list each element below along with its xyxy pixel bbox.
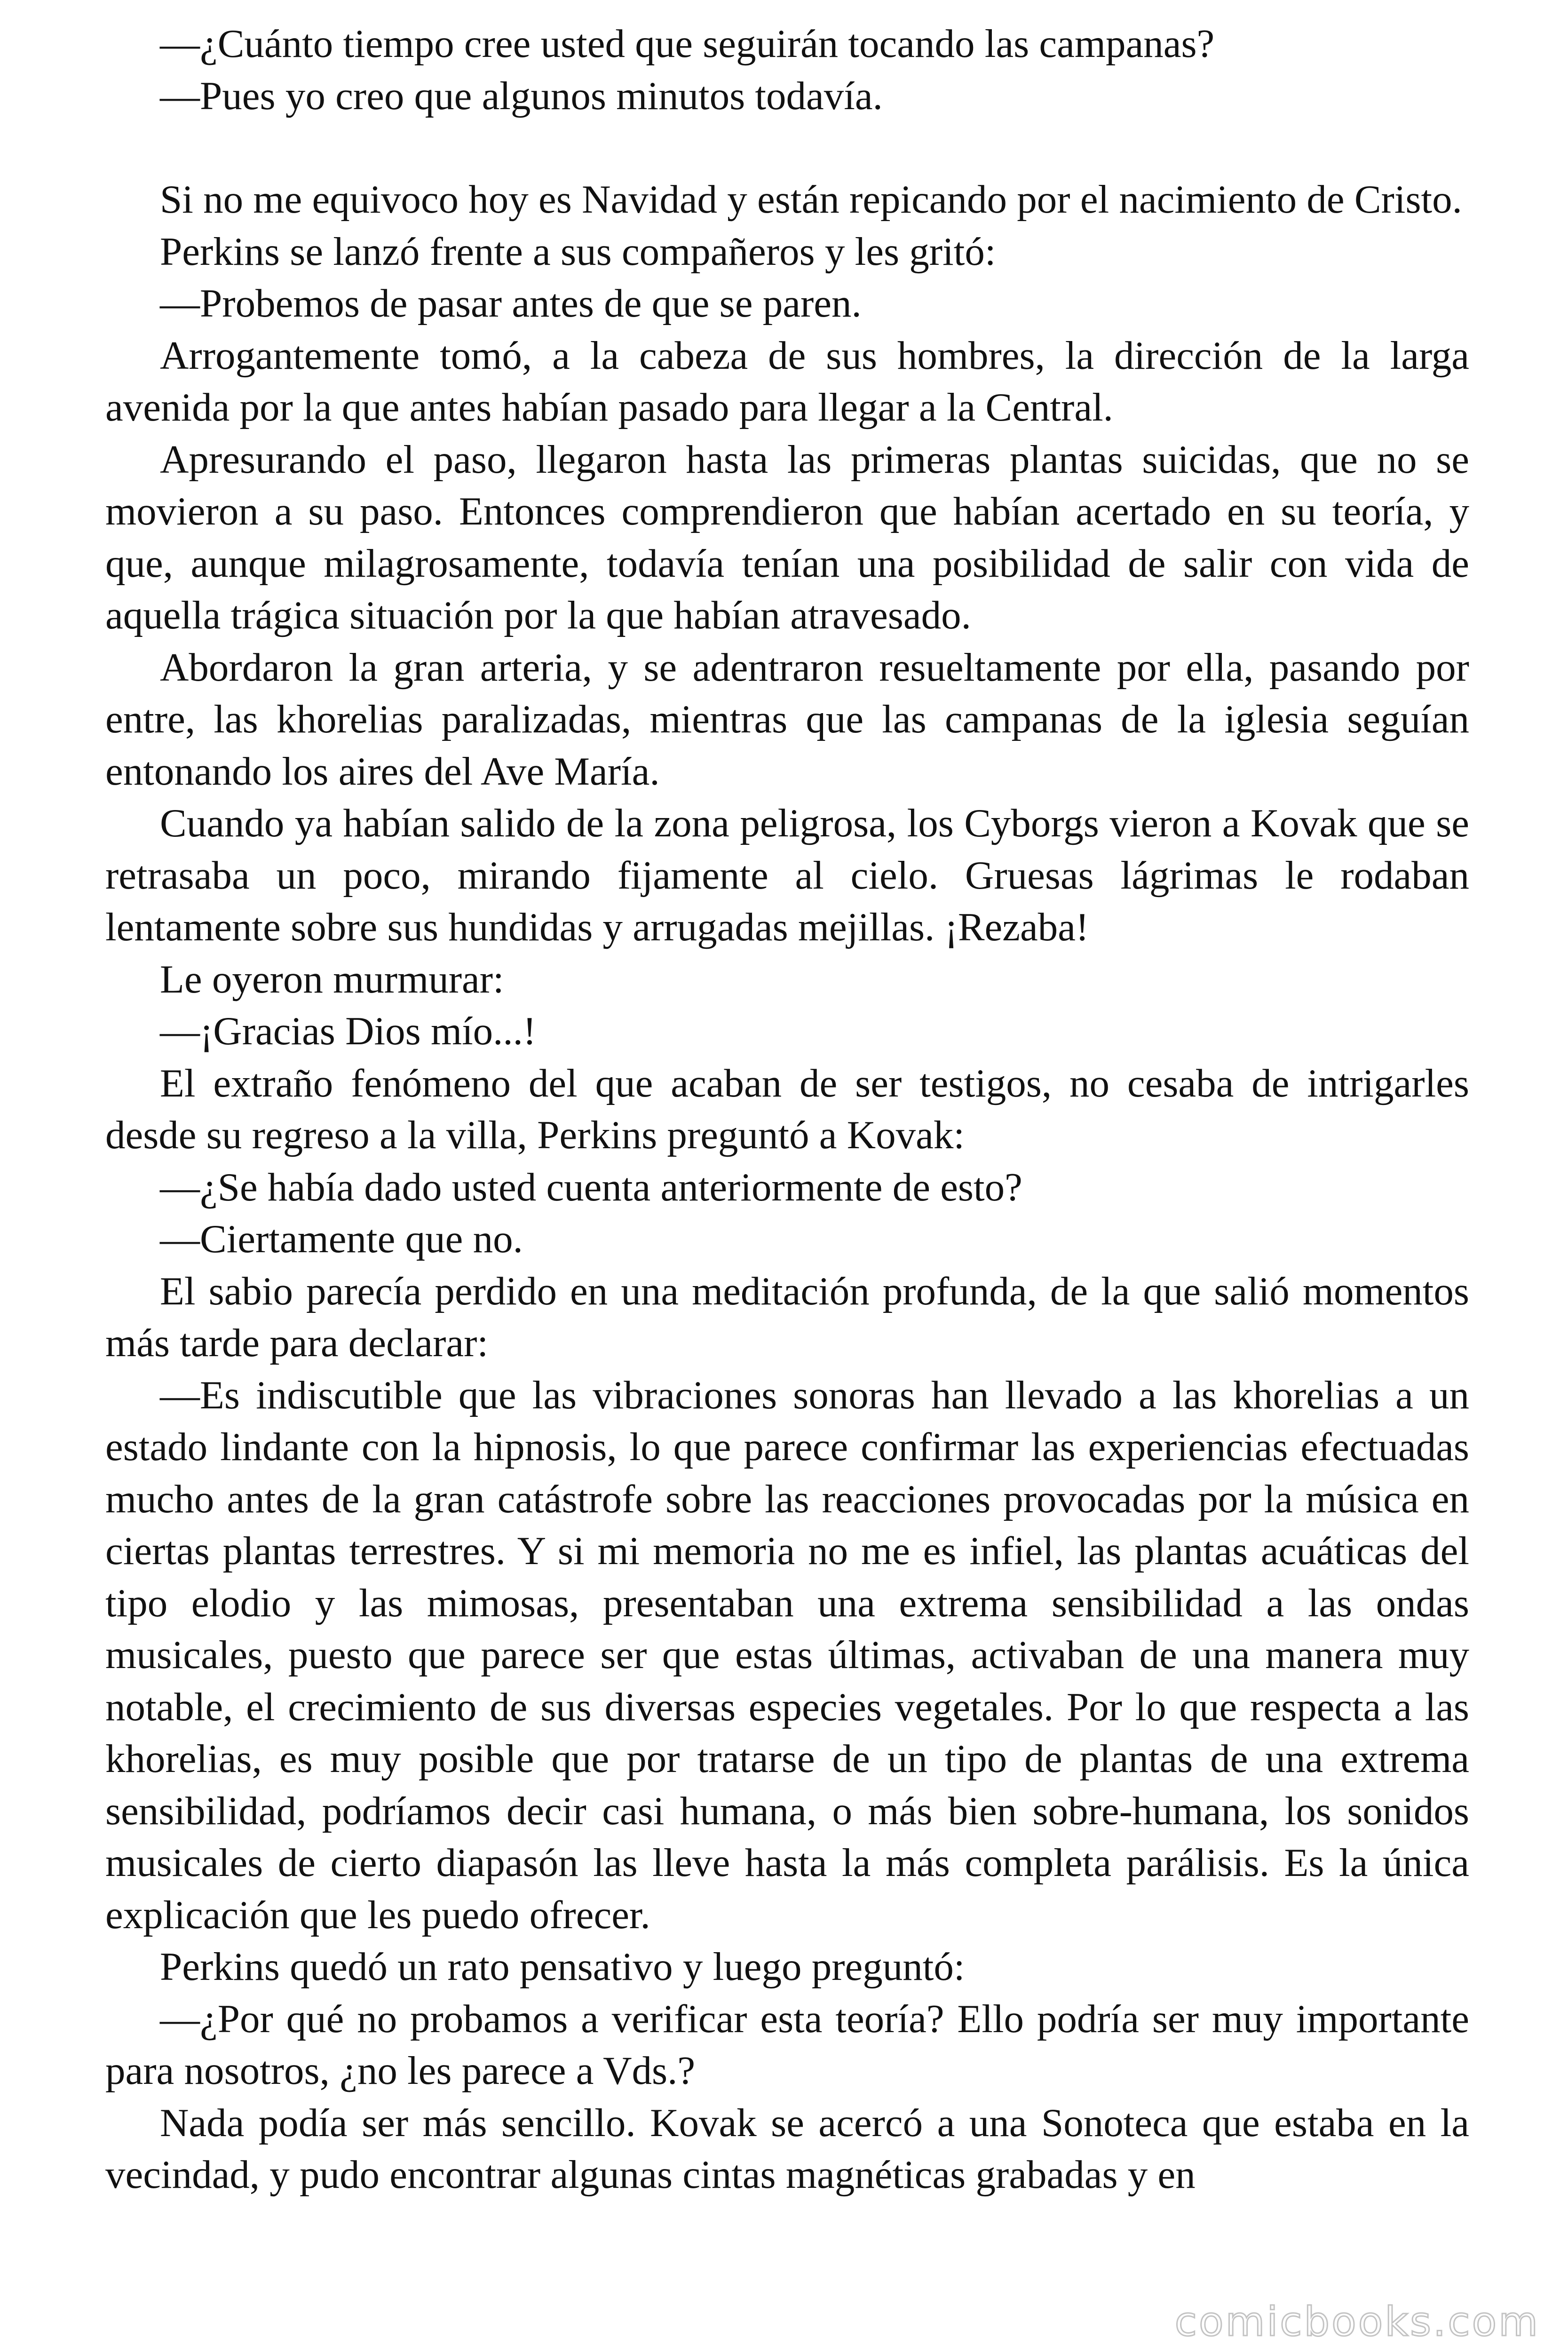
watermark: comicbooks.com <box>1174 2298 1540 2345</box>
paragraph: Si no me equivoco hoy es Navidad y están repicando por el nacimiento de Cristo. <box>160 177 1462 222</box>
paragraph: El sabio parecía perdido en una meditación profunda, de la que salió momentos más tarde para declarar: <box>105 1269 1469 1365</box>
page-text <box>105 18 1469 2201</box>
paragraph: Abordaron la gran arteria, y se adentraron resueltamente por ella, pasando por entre, las khorelias paralizadas, mientras que las campanas de la iglesia seguían entonando los aires del Ave María. <box>105 645 1469 794</box>
paragraph: —Es indiscutible que las vibraciones sonoras han llevado a las khorelias a un estado lindante con la hipnosis, lo que parece confirmar las experiencias efectuadas mucho antes de la gran catástrofe sobre las reacciones provocadas por la música en ciertas plantas terrestres. Y si mi memoria no me es infiel, las plantas acuáticas del tipo elodio y las mimosas, presentaban una extrema sensibilidad a las ondas musicales, puesto que parece ser que estas últimas, activaban de una manera muy notable, el crecimiento de sus diversas especies vegetales. Por lo que respecta a las khorelias, es muy posible que por tratarse de un tipo de plantas de una extrema sensibilidad, podríamos decir casi humana, o más bien sobre-humana, los sonidos musicales de cierto diapasón las lleve hasta la más completa parálisis. Es la única explicación que les puedo ofrecer. <box>105 1373 1469 1937</box>
paragraph: —Ciertamente que no. <box>160 1217 523 1261</box>
paragraph: —Pues yo creo que algunos minutos todavía. <box>160 73 883 118</box>
paragraph: —¿Se había dado usted cuenta anteriormente de esto? <box>160 1165 1022 1209</box>
paragraph: —¿Por qué no probamos a verificar esta teoría? Ello podría ser muy importante para nosotros, ¿no les parece a Vds.? <box>105 1996 1469 2093</box>
paragraph: —¡Gracias Dios mío...! <box>160 1009 537 1053</box>
paragraph: Le oyeron murmurar: <box>160 957 504 1001</box>
paragraph: Nada podía ser más sencillo. Kovak se acercó a una Sonoteca que estaba en la vecindad, y pudo encontrar algunas cintas magnéticas grabadas y en <box>105 2100 1469 2197</box>
paragraph: Perkins quedó un rato pensativo y luego preguntó: <box>160 1945 965 1989</box>
paragraph: El extraño fenómeno del que acaban de ser testigos, no cesaba de intrigarles desde su regreso a la villa, Perkins preguntó a Kovak: <box>105 1061 1469 1157</box>
paragraph: Arrogantemente tomó, a la cabeza de sus hombres, la dirección de la larga avenida por la que antes habían pasado para llegar a la Central. <box>105 333 1469 429</box>
paragraph: Cuando ya habían salido de la zona peligrosa, los Cyborgs vieron a Kovak que se retrasaba un poco, mirando fijamente al cielo. Gruesas lágrimas le rodaban lentamente sobre sus hundidas y arrugadas mejillas. ¡Rezaba! <box>105 801 1469 949</box>
paragraph: Perkins se lanzó frente a sus compañeros y les gritó: <box>160 229 996 274</box>
paragraph: —¿Cuánto tiempo cree usted que seguirán tocando las campanas? <box>160 22 1215 66</box>
paragraph: —Probemos de pasar antes de que se paren. <box>160 281 862 326</box>
paragraph: Apresurando el paso, llegaron hasta las primeras plantas suicidas, que no se movieron a su paso. Entonces comprendieron que habían acertado en su teoría, y que, aunque milagrosamente, todavía tenían una posibilidad de salir con vida de aquella trágica situación por la que habían atravesado. <box>105 437 1469 637</box>
